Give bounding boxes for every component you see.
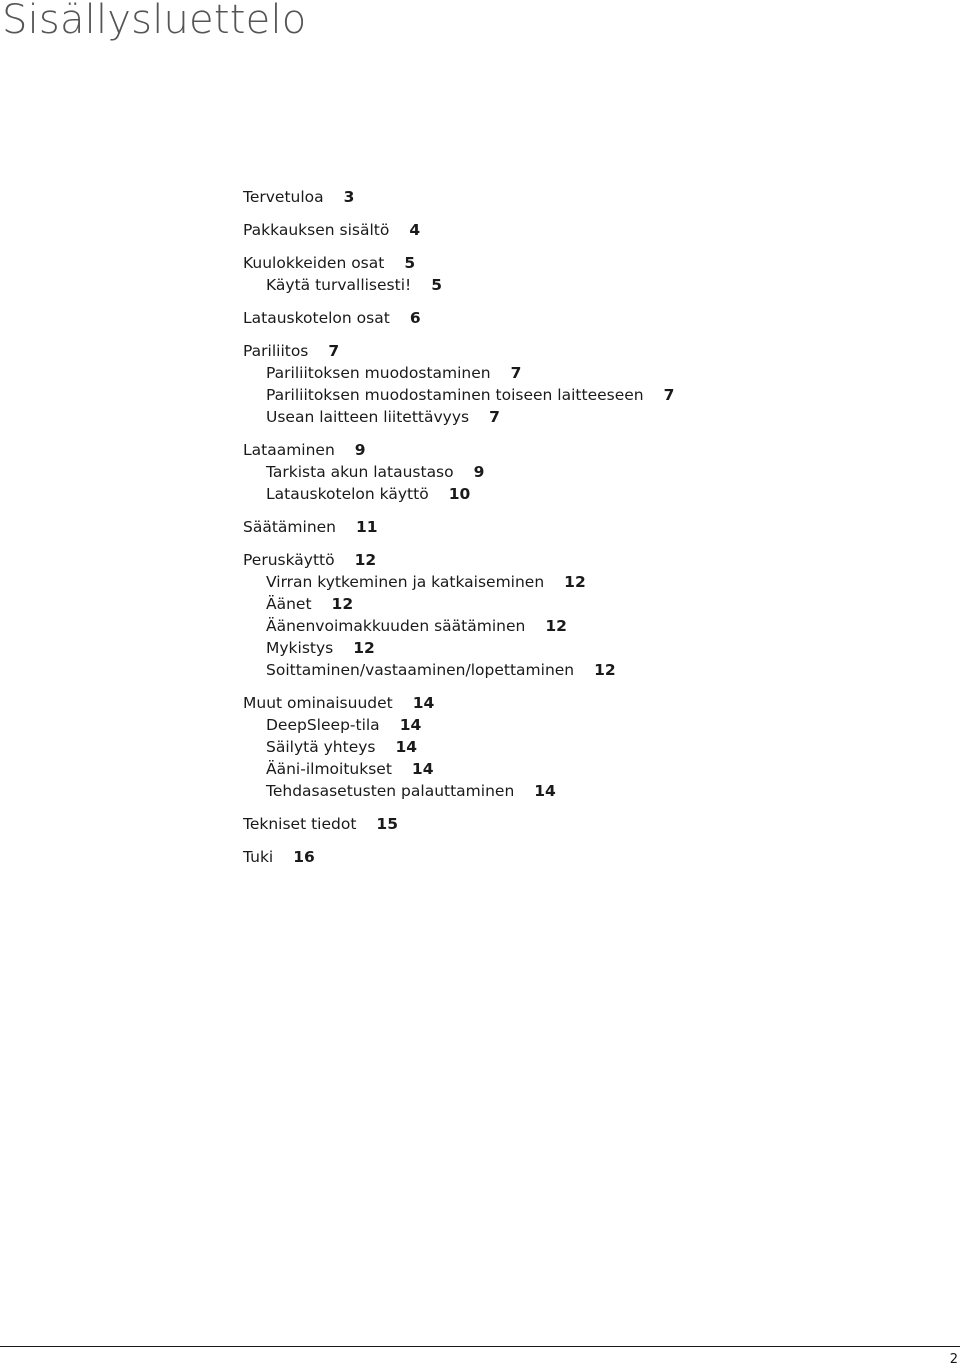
toc-section — [243, 846, 923, 868]
toc-entry-page: 6 — [409, 309, 421, 327]
toc-subentry-title: Äänenvoimakkuuden säätäminen — [266, 617, 526, 635]
toc-entry[interactable] — [243, 846, 923, 868]
toc-subentry[interactable] — [243, 758, 923, 780]
toc-subentry[interactable] — [243, 637, 923, 659]
toc-section — [243, 813, 923, 835]
page-title: Sisällysluettelo — [2, 0, 307, 43]
toc-subentry-title: Käytä turvallisesti! — [266, 276, 412, 294]
toc-subentry-page: 12 — [594, 661, 616, 679]
toc-section — [243, 340, 923, 428]
toc-section — [243, 692, 923, 802]
toc-subentry-page: 14 — [534, 782, 556, 800]
toc-subentry-page: 12 — [545, 617, 567, 635]
toc-entry[interactable] — [243, 186, 923, 208]
toc-subentry-page: 10 — [448, 485, 471, 503]
toc-subentry-page: 14 — [399, 716, 422, 734]
toc-subentry[interactable] — [243, 593, 923, 615]
toc-subentry[interactable] — [243, 406, 923, 428]
toc-subentry-title: Pariliitoksen muodostaminen — [266, 364, 491, 382]
toc-subentry-title: Tehdasasetusten palauttaminen — [266, 782, 515, 800]
toc-entry-page: 12 — [354, 551, 377, 569]
toc-entry-title: Kuulokkeiden osat — [243, 254, 385, 272]
toc-entry-title: Peruskäyttö — [243, 551, 335, 569]
toc-section — [243, 252, 923, 296]
toc-entry-page: 5 — [404, 254, 416, 272]
toc-entry[interactable] — [243, 307, 923, 329]
toc-section — [243, 307, 923, 329]
toc-subentry-page: 7 — [510, 364, 522, 382]
toc-section — [243, 186, 923, 208]
toc-subentry-title: Säilytä yhteys — [266, 738, 376, 756]
toc-subentry-title: Soittaminen/vastaaminen/lopettaminen — [266, 661, 575, 679]
toc-subentry[interactable] — [243, 384, 923, 406]
page-number: 2 — [949, 1352, 958, 1367]
toc-subentry-page: 12 — [331, 595, 354, 613]
toc-subentry-title: Äänet — [266, 595, 312, 613]
toc-entry-title: Tervetuloa — [243, 188, 324, 206]
toc-subentry-page: 9 — [473, 463, 485, 481]
toc-subentry[interactable] — [243, 659, 923, 681]
toc-section — [243, 549, 923, 681]
toc-entry[interactable] — [243, 549, 923, 571]
toc-subentry-page: 12 — [564, 573, 586, 591]
toc-subentry[interactable] — [243, 780, 923, 802]
toc-entry[interactable] — [243, 692, 923, 714]
toc-entry-page: 11 — [356, 518, 378, 536]
toc-entry[interactable] — [243, 439, 923, 461]
toc-entry-page: 4 — [409, 221, 421, 239]
toc-section — [243, 219, 923, 241]
toc-entry-page: 3 — [343, 188, 355, 206]
toc-subentry-title: Tarkista akun lataustaso — [266, 463, 454, 481]
toc-entry-page: 7 — [328, 342, 340, 360]
toc-entry-title: Lataaminen — [243, 441, 335, 459]
toc-entry-title: Säätäminen — [243, 518, 336, 536]
toc-subentry-title: Pariliitoksen muodostaminen toiseen laitteeseen — [266, 386, 644, 404]
toc-subentry-page: 14 — [411, 760, 434, 778]
toc-entry[interactable] — [243, 340, 923, 362]
toc-subentry[interactable] — [243, 571, 923, 593]
toc-subentry-page: 14 — [395, 738, 418, 756]
toc-subentry-title: Ääni-ilmoitukset — [266, 760, 392, 778]
toc-subentry-title: DeepSleep-tila — [266, 716, 380, 734]
toc-entry-page: 15 — [376, 815, 398, 833]
toc-entry-page: 14 — [412, 694, 435, 712]
toc-entry-page: 16 — [293, 848, 315, 866]
toc-section — [243, 439, 923, 505]
footer-divider — [0, 1346, 960, 1347]
toc-subentry-title: Latauskotelon käyttö — [266, 485, 429, 503]
toc-subentry[interactable] — [243, 736, 923, 758]
toc-entry-title: Muut ominaisuudet — [243, 694, 393, 712]
toc-subentry-title: Virran kytkeminen ja katkaiseminen — [266, 573, 545, 591]
toc-subentry[interactable] — [243, 714, 923, 736]
toc-section — [243, 516, 923, 538]
table-of-contents — [243, 186, 923, 879]
toc-subentry[interactable] — [243, 483, 923, 505]
toc-entry-title: Latauskotelon osat — [243, 309, 390, 327]
toc-entry[interactable] — [243, 219, 923, 241]
toc-subentry-page: 7 — [663, 386, 675, 404]
toc-subentry-title: Usean laitteen liitettävyys — [266, 408, 470, 426]
toc-subentry[interactable] — [243, 274, 923, 296]
toc-subentry-page: 5 — [431, 276, 443, 294]
toc-entry-title: Tuki — [243, 848, 274, 866]
toc-entry-page: 9 — [354, 441, 366, 459]
toc-entry[interactable] — [243, 516, 923, 538]
toc-subentry[interactable] — [243, 615, 923, 637]
toc-subentry[interactable] — [243, 362, 923, 384]
toc-subentry-page: 7 — [489, 408, 500, 426]
toc-subentry[interactable] — [243, 461, 923, 483]
toc-entry-title: Tekniset tiedot — [243, 815, 357, 833]
toc-subentry-page: 12 — [353, 639, 375, 657]
toc-entry[interactable] — [243, 813, 923, 835]
toc-entry-title: Pakkauksen sisältö — [243, 221, 390, 239]
toc-subentry-title: Mykistys — [266, 639, 334, 657]
toc-entry-title: Pariliitos — [243, 342, 309, 360]
toc-entry[interactable] — [243, 252, 923, 274]
